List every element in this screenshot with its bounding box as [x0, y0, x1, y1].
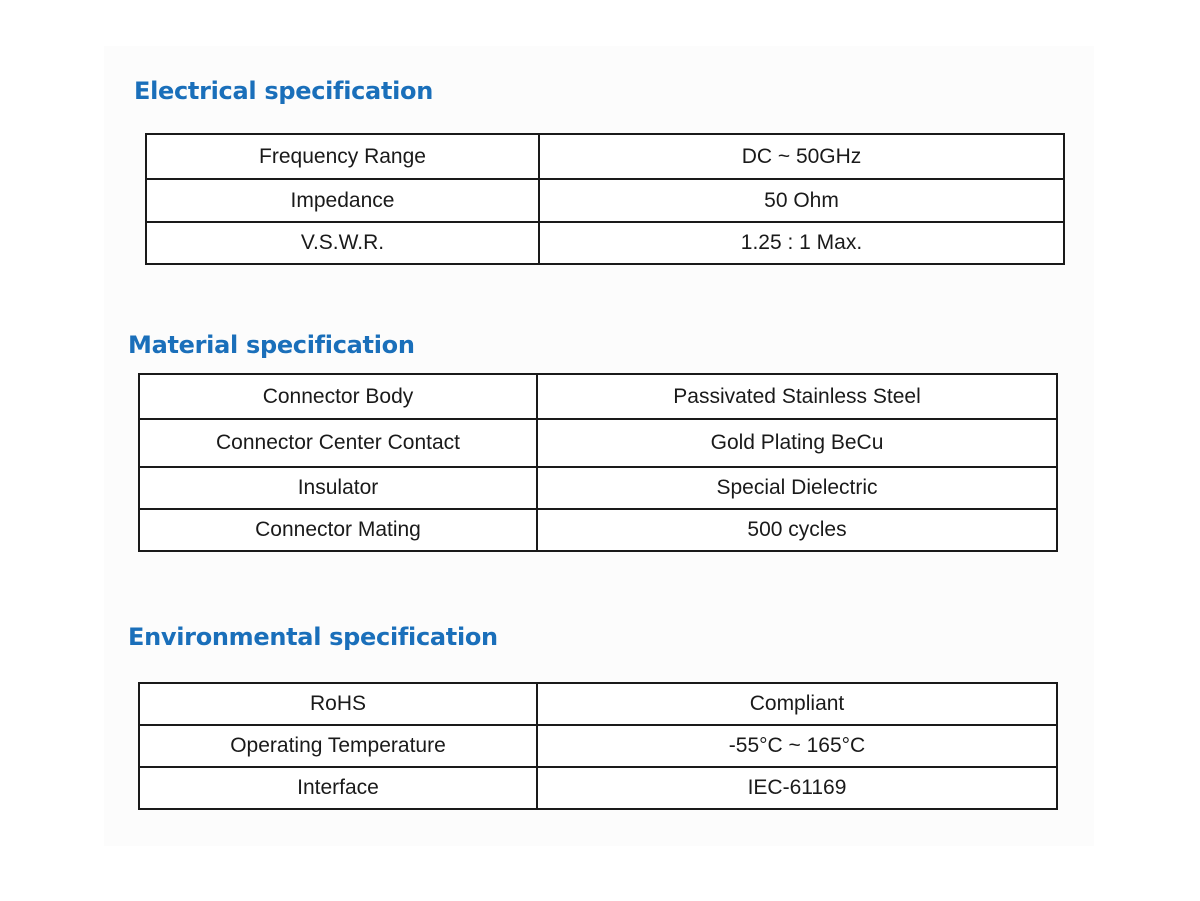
- spec-label: Interface: [139, 767, 537, 809]
- environmental-spec-heading: Environmental specification: [128, 623, 498, 651]
- electrical-spec-heading: Electrical specification: [134, 77, 434, 105]
- spec-value: Passivated Stainless Steel: [537, 374, 1057, 419]
- spec-value: IEC-61169: [537, 767, 1057, 809]
- spec-label: RoHS: [139, 683, 537, 725]
- spec-label: V.S.W.R.: [146, 222, 539, 264]
- spec-value: -55°C ~ 165°C: [537, 725, 1057, 767]
- table-row: [139, 725, 1057, 767]
- material-spec-heading: Material specification: [128, 331, 415, 359]
- spec-value: DC ~ 50GHz: [539, 134, 1064, 179]
- environmental-spec-table: [138, 682, 1058, 810]
- spec-label: Insulator: [139, 467, 537, 509]
- table-row: [139, 419, 1057, 467]
- table-row: [139, 467, 1057, 509]
- spec-label: Impedance: [146, 179, 539, 222]
- spec-value: Gold Plating BeCu: [537, 419, 1057, 467]
- spec-value: Compliant: [537, 683, 1057, 725]
- spec-label: Operating Temperature: [139, 725, 537, 767]
- table-row: [146, 222, 1064, 264]
- spec-label: Connector Center Contact: [139, 419, 537, 467]
- electrical-spec-table: [145, 133, 1065, 265]
- table-row: [146, 179, 1064, 222]
- table-row: [139, 509, 1057, 551]
- spec-label: Frequency Range: [146, 134, 539, 179]
- spec-value: 1.25 : 1 Max.: [539, 222, 1064, 264]
- table-row: [139, 767, 1057, 809]
- spec-label: Connector Body: [139, 374, 537, 419]
- spec-value: 500 cycles: [537, 509, 1057, 551]
- table-row: [146, 134, 1064, 179]
- spec-value: 50 Ohm: [539, 179, 1064, 222]
- spec-label: Connector Mating: [139, 509, 537, 551]
- material-spec-table: [138, 373, 1058, 552]
- table-row: [139, 683, 1057, 725]
- table-row: [139, 374, 1057, 419]
- spec-value: Special Dielectric: [537, 467, 1057, 509]
